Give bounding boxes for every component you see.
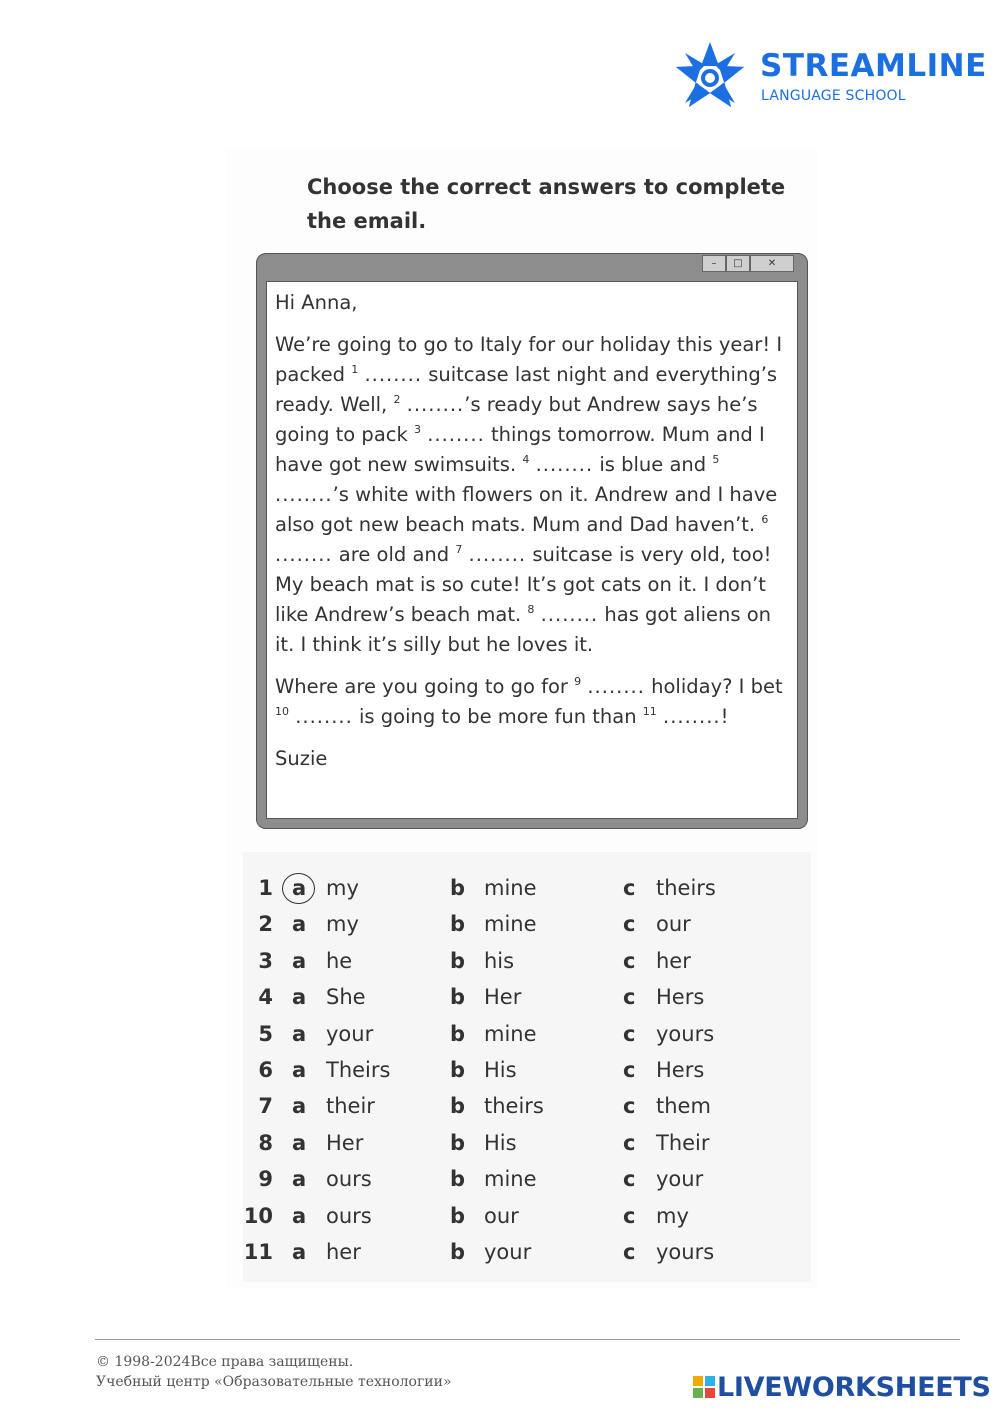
option-row <box>243 906 803 942</box>
email-greeting: Hi Anna, <box>275 291 358 314</box>
gap-8[interactable]: ........ <box>540 603 599 626</box>
email-text: suitcase is very old, too! My beach mat is so cute! It’s got cats on it. I don’t like Andrew’s beach mat. <box>275 543 772 626</box>
option-row <box>243 1161 803 1197</box>
email-text: Where are you going to go for <box>275 675 575 698</box>
gap-11[interactable]: ........ <box>663 705 721 728</box>
email-text: suitcase last night and everything’s ready. Well, <box>275 363 778 416</box>
question-number: 8 <box>258 1130 273 1155</box>
question-number: 5 <box>258 1021 273 1046</box>
option-letter-c: c <box>623 1130 636 1155</box>
option-b[interactable]: mine <box>484 1021 537 1046</box>
option-row <box>243 1198 803 1234</box>
email-body <box>266 281 798 819</box>
option-c[interactable]: theirs <box>656 876 716 900</box>
gap-5[interactable]: ........ <box>275 483 333 506</box>
option-letter-b: b <box>450 1021 466 1046</box>
exercise-instruction: Choose the correct answers to complete the email. <box>307 175 786 233</box>
option-letter-b: b <box>450 985 466 1010</box>
option-letter-c: c <box>623 1021 636 1046</box>
email-window <box>256 253 808 829</box>
option-letter-a: a <box>292 948 307 973</box>
footer-text <box>96 1352 452 1392</box>
option-letter-c: c <box>623 1094 636 1119</box>
window-controls <box>702 255 794 272</box>
option-a[interactable]: Theirs <box>326 1057 391 1082</box>
option-b[interactable]: mine <box>484 876 537 900</box>
option-row <box>243 1052 803 1088</box>
question-number: 4 <box>258 985 273 1010</box>
option-c[interactable]: yours <box>656 1239 715 1264</box>
option-letter-b: b <box>450 1167 466 1192</box>
email-text: are old and <box>332 543 456 566</box>
option-c[interactable]: Hers <box>656 1057 705 1082</box>
option-a[interactable]: ours <box>326 1167 372 1192</box>
option-b[interactable]: your <box>484 1239 532 1264</box>
option-a[interactable]: your <box>326 1021 374 1046</box>
option-a[interactable]: She <box>326 985 366 1010</box>
maximize-icon: □ <box>726 255 750 272</box>
option-letter-a: a <box>292 912 307 937</box>
brand-name: STREAMLINE <box>760 48 987 84</box>
option-a[interactable]: my <box>326 876 359 900</box>
gap-3[interactable]: ........ <box>427 423 485 446</box>
gap-6[interactable]: ........ <box>275 543 333 566</box>
gap-number: 3 <box>413 423 421 436</box>
option-letter-b: b <box>450 948 466 973</box>
question-number: 10 <box>243 1203 273 1228</box>
option-letter-b: b <box>450 1130 466 1155</box>
option-letter-a: a <box>292 1239 307 1264</box>
email-text: ’s white with flowers on it. Andrew and I have also got new beach mats. Mum and Dad haven’t. <box>275 483 778 536</box>
option-letter-a: a <box>292 1203 307 1228</box>
option-row <box>243 943 803 979</box>
gap-number: 8 <box>527 603 535 616</box>
option-c[interactable]: our <box>656 912 691 937</box>
option-letter-a: a <box>292 1057 307 1082</box>
question-number: 1 <box>258 876 273 900</box>
option-letter-b: b <box>450 1239 466 1264</box>
option-a[interactable]: my <box>326 912 359 937</box>
streamline-star-icon <box>672 40 748 116</box>
option-a[interactable]: Her <box>326 1130 364 1155</box>
option-row <box>243 1125 803 1161</box>
option-a[interactable]: her <box>326 1239 361 1264</box>
option-b[interactable]: His <box>484 1057 517 1082</box>
gap-number: 6 <box>761 513 769 526</box>
footer-divider <box>95 1339 960 1340</box>
option-letter-c: c <box>623 1239 636 1264</box>
option-letter-a: a <box>292 1021 307 1046</box>
option-letter-c: c <box>623 985 636 1010</box>
question-number: 9 <box>258 1167 273 1192</box>
option-a[interactable]: he <box>326 948 353 973</box>
gap-number: 1 <box>351 363 359 376</box>
streamline-logo <box>672 40 987 116</box>
email-text: is going to be more fun than <box>352 705 643 728</box>
option-letter-b: b <box>450 1203 466 1228</box>
gap-1[interactable]: ........ <box>364 363 423 386</box>
gap-number: 5 <box>712 453 720 466</box>
option-letter-c: c <box>623 1203 636 1228</box>
option-letter-a: a <box>292 1094 307 1119</box>
option-row <box>243 1234 803 1270</box>
email-text: has got aliens on it. I think it’s silly but he loves it. <box>275 603 771 656</box>
email-text: ’s ready but Andrew says he’s going to pack <box>275 393 758 446</box>
option-letter-b: b <box>450 876 466 900</box>
option-row <box>243 979 803 1015</box>
option-letter-b: b <box>450 912 466 937</box>
option-b[interactable]: theirs <box>484 1094 544 1119</box>
option-c[interactable]: yours <box>656 1021 715 1046</box>
option-b[interactable]: mine <box>484 1167 537 1192</box>
option-b[interactable]: His <box>484 1130 517 1155</box>
option-c[interactable]: Their <box>656 1130 710 1155</box>
liveworksheets-brand: LIVEWORKSHEETS <box>717 1372 991 1403</box>
question-number: 6 <box>258 1057 273 1082</box>
gap-number: 10 <box>275 705 289 718</box>
gap-number: 9 <box>574 675 582 688</box>
option-letter-a: a <box>292 1130 307 1155</box>
option-letter-c: c <box>623 912 636 937</box>
option-letter-a: a <box>292 1167 307 1192</box>
email-text: ! <box>720 705 729 728</box>
email-text: We’re going to go to Italy for our holiday this year! I packed <box>275 333 783 386</box>
liveworksheets-mark-icon <box>693 1376 715 1398</box>
option-row <box>243 1088 803 1124</box>
option-b[interactable]: mine <box>484 912 537 937</box>
option-letter-c: c <box>623 1167 636 1192</box>
option-letter-b: b <box>450 1057 466 1082</box>
email-text: things tomorrow. Mum and I have got new swimsuits. <box>275 423 765 476</box>
option-row <box>243 870 803 906</box>
option-c[interactable]: my <box>656 1203 689 1228</box>
option-letter-a: a <box>292 985 307 1010</box>
footer-organization: Учебный центр «Образовательные технологии» <box>96 1374 452 1390</box>
option-a[interactable]: their <box>326 1094 375 1119</box>
email-signature: Suzie <box>275 747 328 770</box>
option-b[interactable]: our <box>484 1203 519 1228</box>
gap-9[interactable]: ........ <box>587 675 645 698</box>
email-paragraph-1 <box>275 330 789 660</box>
option-c[interactable]: Hers <box>656 985 705 1010</box>
option-letter-c: c <box>623 948 636 973</box>
gap-number: 11 <box>642 705 657 718</box>
option-letter-a: a <box>292 876 307 900</box>
gap-2[interactable]: ........ <box>406 393 465 416</box>
close-icon: ✕ <box>750 255 794 272</box>
option-row <box>243 1016 803 1052</box>
gap-4[interactable]: ........ <box>535 453 594 476</box>
minimize-icon: – <box>702 255 726 272</box>
option-letter-b: b <box>450 1094 466 1119</box>
gap-number: 4 <box>522 453 530 466</box>
brand-subtitle: LANGUAGE SCHOOL <box>761 88 906 104</box>
option-a[interactable]: ours <box>326 1203 372 1228</box>
question-number: 11 <box>243 1239 273 1264</box>
question-number: 2 <box>258 912 273 937</box>
question-number: 3 <box>258 948 273 973</box>
answer-options <box>243 870 803 1270</box>
option-c[interactable]: your <box>656 1167 704 1192</box>
option-b[interactable]: his <box>484 948 515 973</box>
gap-number: 7 <box>455 543 463 556</box>
email-text: is blue and <box>593 453 713 476</box>
option-c[interactable]: them <box>656 1094 711 1119</box>
option-letter-c: c <box>623 1057 636 1082</box>
question-number: 7 <box>258 1094 273 1119</box>
gap-10[interactable]: ........ <box>295 705 353 728</box>
footer-copyright: © 1998-2024Все права защищены. <box>96 1354 354 1370</box>
email-paragraph-2 <box>275 672 789 732</box>
gap-number: 2 <box>393 393 401 406</box>
gap-7[interactable]: ........ <box>468 543 527 566</box>
window-title-bar <box>256 253 808 281</box>
email-text: holiday? I bet <box>644 675 783 698</box>
option-c[interactable]: her <box>656 948 691 973</box>
option-letter-c: c <box>623 876 636 900</box>
option-b[interactable]: Her <box>484 985 522 1010</box>
